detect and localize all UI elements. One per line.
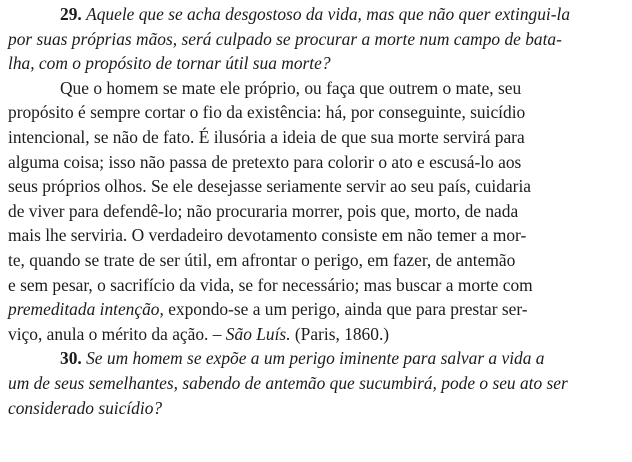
question-29-line-1 bbox=[8, 2, 624, 27]
answer-29-line-8: te, quando se trate de ser útil, em afrontar o perigo, em fazer, de antemão bbox=[8, 249, 516, 270]
emphasis-text: premeditada intenção, bbox=[8, 299, 164, 320]
signature: São Luís. bbox=[225, 323, 291, 344]
answer-29-line-9: e sem pesar, o sacrifício da vida, se for necessário; mas buscar a morte com bbox=[8, 274, 533, 295]
question-text: Aquele que se acha desgostoso da vida, mas que não quer extingui-la bbox=[86, 4, 571, 24]
answer-29-line-2: propósito é sempre cortar o fio da existência: há, por conseguinte, suicídio bbox=[8, 102, 526, 123]
answer-29-line-3: intencional, se não de fato. É ilusória a ideia de que sua morte servirá para bbox=[8, 126, 525, 147]
answer-29-line-6: de viver para defendê-lo; não procuraria morrer, pois que, morto, de nada bbox=[8, 200, 519, 221]
place-date: (Paris, 1860.) bbox=[290, 323, 390, 344]
answer-text: expondo-se a um perigo, ainda que para prestar ser- bbox=[163, 299, 528, 320]
answer-29-line-10 bbox=[8, 297, 624, 322]
question-30-line-3: considerado suicídio? bbox=[8, 397, 163, 418]
answer-29-line-1: Que o homem se mate ele próprio, ou faça que outrem o mate, seu bbox=[60, 77, 522, 98]
answer-text: viço, anula o mérito da ação. – bbox=[8, 323, 226, 344]
question-number: 30. bbox=[60, 348, 82, 369]
question-30-line-2: um de seus semelhantes, sabendo de antemão que sucumbirá, pode o seu ato ser bbox=[8, 372, 568, 393]
answer-29-line-4: alguma coisa; isso não passa de pretexto para colorir o ato e escusá-lo aos bbox=[8, 151, 522, 172]
question-29-line-2: por suas próprias mãos, será culpado se procurar a morte num campo de bata- bbox=[8, 28, 562, 49]
answer-29-line-7: mais lhe serviria. O verdadeiro devotamento consiste em não temer a mor- bbox=[8, 225, 527, 246]
document-page bbox=[8, 2, 624, 420]
question-30-line-1 bbox=[8, 346, 624, 371]
question-29-line-3: lha, com o propósito de tornar útil sua morte? bbox=[8, 53, 331, 74]
answer-29-line-11 bbox=[8, 322, 624, 347]
question-text: Se um homem se expõe a um perigo iminente para salvar a vida a bbox=[86, 348, 545, 369]
answer-29-line-5: seus próprios olhos. Se ele desejasse seriamente servir ao seu país, cuidaria bbox=[8, 176, 532, 197]
question-number: 29. bbox=[60, 4, 82, 24]
